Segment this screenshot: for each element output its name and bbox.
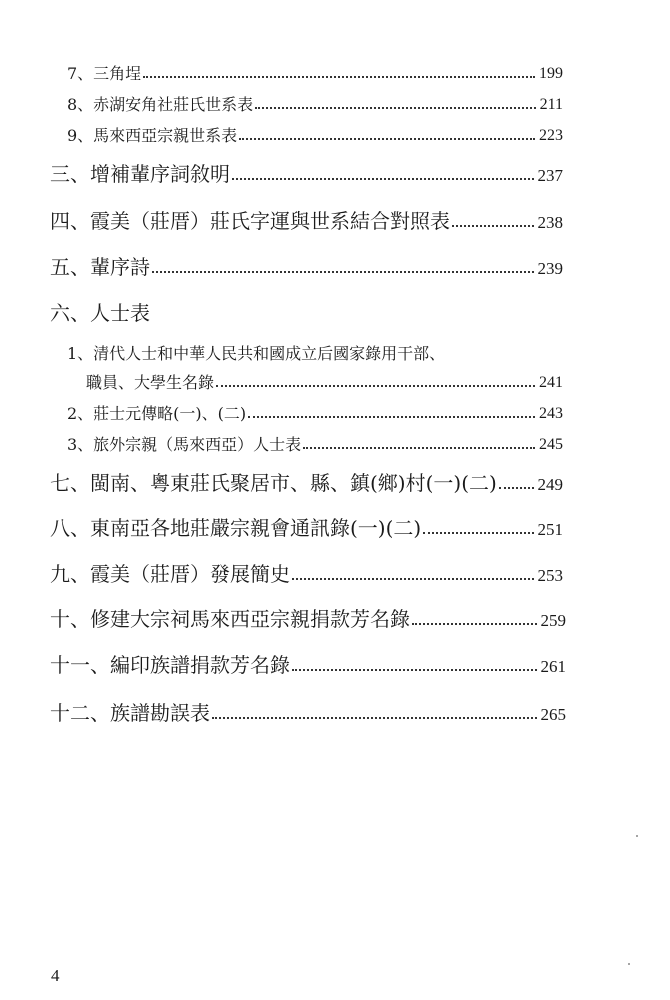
toc-entry-title: 2、莊士元傳略(一)、(二) bbox=[67, 404, 247, 423]
toc-entry-title: 9、馬來西亞宗親世系表 bbox=[67, 126, 238, 145]
toc-entry bbox=[67, 66, 563, 82]
dot-leader bbox=[248, 416, 535, 418]
toc-entry bbox=[50, 211, 563, 231]
toc-entry-title: 三、增補輩序詞敘明 bbox=[50, 162, 230, 186]
dot-leader bbox=[452, 225, 534, 227]
toc-entry bbox=[50, 703, 566, 723]
dot-leader bbox=[212, 717, 537, 719]
toc-entry bbox=[50, 257, 563, 277]
toc-entry-title: 十、修建大宗祠馬來西亞宗親捐款芳名錄 bbox=[50, 607, 410, 631]
dot-leader bbox=[412, 623, 537, 625]
toc-entry bbox=[67, 128, 563, 144]
dot-leader bbox=[292, 669, 537, 671]
dot-leader bbox=[232, 178, 534, 180]
toc-entry-page: 245 bbox=[539, 436, 563, 453]
toc-entry-title: 七、閩南、粵東莊氏聚居市、縣、鎮(鄉)村(一)(二) bbox=[50, 471, 497, 495]
toc-entry-page: 253 bbox=[537, 566, 563, 585]
toc-entry-page: 265 bbox=[540, 705, 566, 724]
toc-entry-page: 241 bbox=[539, 374, 563, 391]
toc-entry-title: 四、霞美（莊厝）莊氏字運與世系結合對照表 bbox=[50, 209, 450, 233]
toc-entry-title: 8、赤湖安角社莊氏世系表 bbox=[67, 95, 254, 114]
toc-entry-page: 259 bbox=[540, 611, 566, 630]
dot-leader bbox=[239, 138, 535, 140]
toc-entry-title: 十二、族譜勘誤表 bbox=[50, 701, 210, 725]
toc-entry-page: 243 bbox=[539, 405, 563, 422]
toc-entry-page: 249 bbox=[537, 475, 563, 494]
toc-entry-page: 261 bbox=[540, 657, 566, 676]
toc-entry-page: 237 bbox=[537, 166, 563, 185]
dot-leader bbox=[152, 271, 534, 273]
toc-entry-page: 239 bbox=[537, 259, 563, 278]
dot-leader bbox=[143, 76, 535, 78]
toc-entry-title: 九、霞美（莊厝）發展簡史 bbox=[50, 562, 290, 586]
toc-entry bbox=[67, 437, 563, 453]
toc-entry-title: 7、三角埕 bbox=[67, 64, 142, 83]
toc-entry-title: 八、東南亞各地莊嚴宗親會通訊錄(一)(二) bbox=[50, 516, 422, 540]
dot-leader bbox=[303, 447, 535, 449]
toc-entry bbox=[50, 655, 566, 675]
dot-leader bbox=[423, 532, 533, 534]
toc-entry-title: 3、旅外宗親（馬來西亞）人士表 bbox=[67, 435, 302, 454]
toc-entry bbox=[50, 518, 563, 538]
page-number: 4 bbox=[51, 966, 60, 985]
dot-leader bbox=[255, 107, 535, 109]
toc-entry-title: 五、輩序詩 bbox=[50, 255, 150, 279]
toc-entry bbox=[50, 609, 566, 629]
scan-speck bbox=[636, 835, 638, 837]
toc-entry-page: 238 bbox=[537, 213, 563, 232]
toc-section-heading: 六、人士表 bbox=[50, 301, 150, 325]
dot-leader bbox=[499, 487, 534, 489]
toc-entry bbox=[86, 375, 563, 391]
toc-entry bbox=[50, 473, 563, 493]
toc-entry bbox=[50, 164, 563, 184]
scan-speck bbox=[628, 963, 630, 965]
toc-entry-page: 223 bbox=[539, 127, 563, 144]
dot-leader bbox=[292, 578, 534, 580]
toc-entry bbox=[50, 564, 563, 584]
toc-entry-page: 199 bbox=[539, 65, 563, 82]
toc-entry bbox=[67, 97, 563, 113]
dot-leader bbox=[216, 385, 535, 387]
toc-entry-title-line: 1、清代人士和中華人民共和國成立后國家錄用干部、 bbox=[67, 344, 446, 363]
toc-entry-page: 211 bbox=[539, 96, 563, 113]
toc-entry-page: 251 bbox=[537, 520, 563, 539]
toc-entry-title: 十一、編印族譜捐款芳名錄 bbox=[50, 653, 290, 677]
toc-entry-title: 職員、大學生名錄 bbox=[86, 373, 215, 392]
toc-entry bbox=[67, 406, 563, 422]
